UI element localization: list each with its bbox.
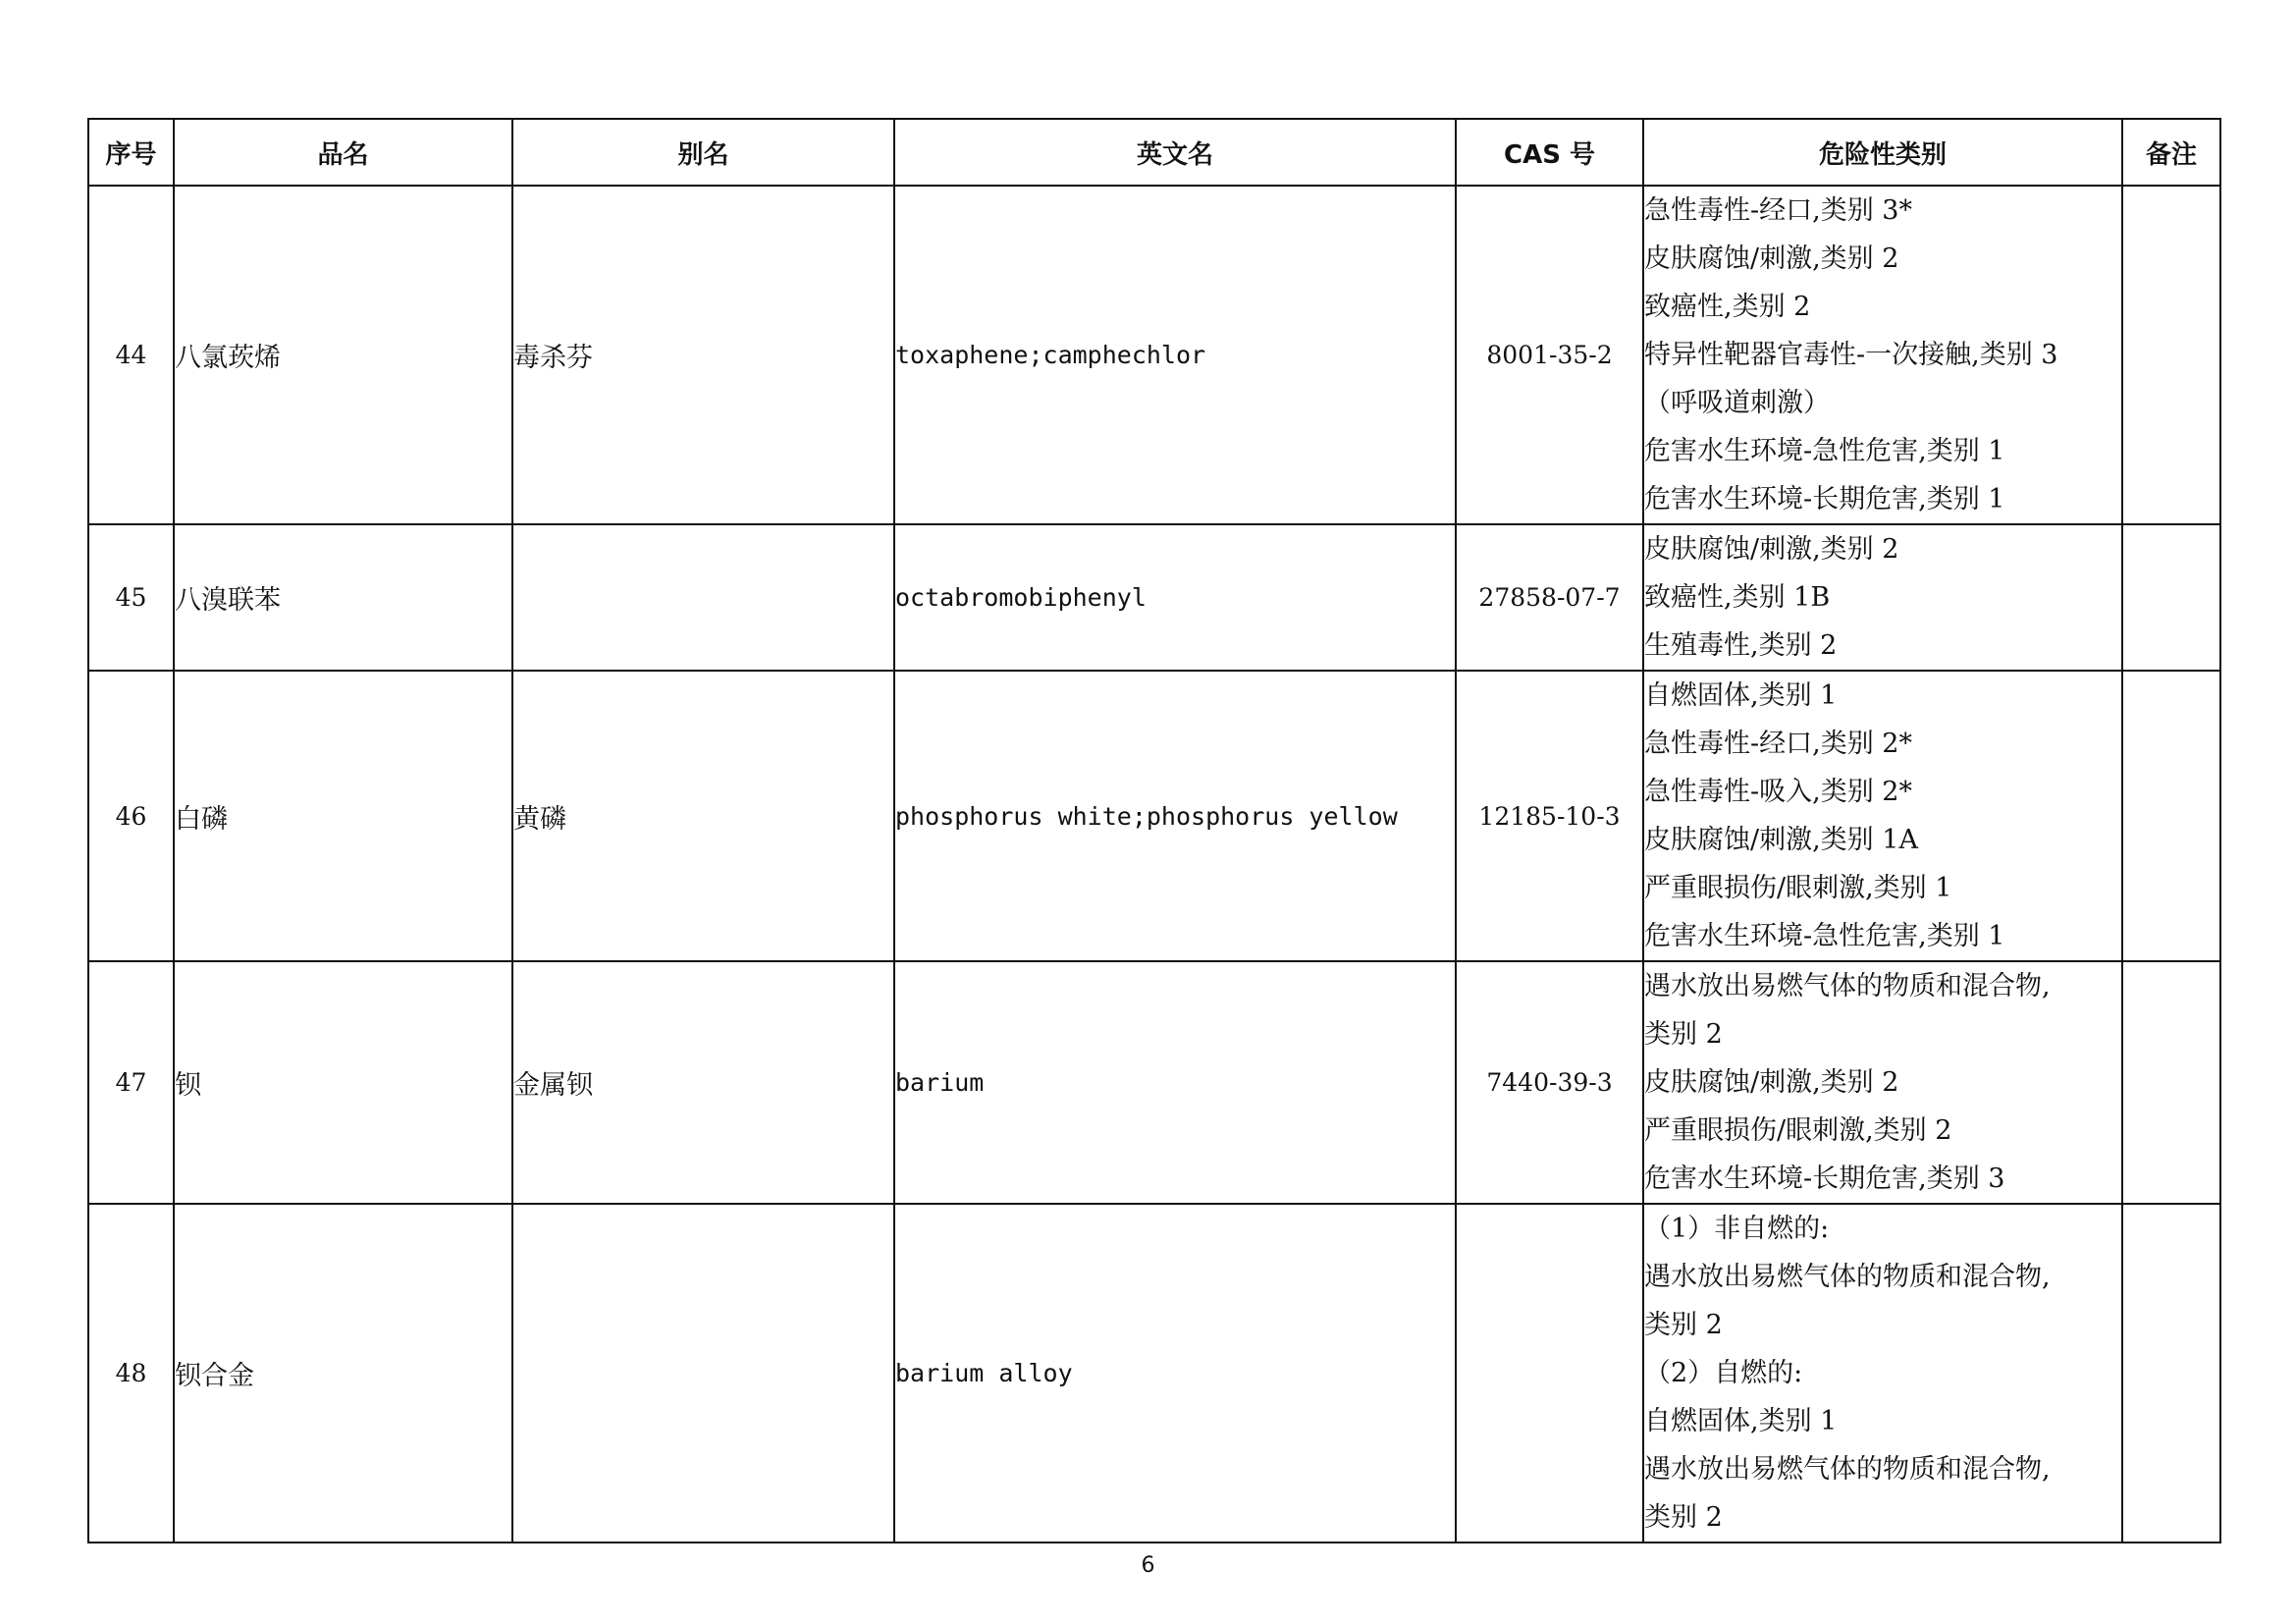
table-row — [88, 186, 2220, 524]
row-cas: 7440-39-3 — [1456, 961, 1643, 1204]
row-cas: 12185-10-3 — [1456, 671, 1643, 961]
header-cas: CAS 号 — [1456, 119, 1643, 186]
row-remark — [2122, 671, 2220, 961]
header-english-name: 英文名 — [894, 119, 1456, 186]
header-alias: 别名 — [512, 119, 894, 186]
hazard-line: 危害水生环境-长期危害,类别 1 — [1644, 484, 2005, 514]
hazard-line: 危害水生环境-急性危害,类别 1 — [1644, 436, 2005, 466]
hazard-line: 皮肤腐蚀/刺激,类别 2 — [1644, 534, 1899, 565]
hazard-line: 遇水放出易燃气体的物质和混合物, — [1644, 1262, 2051, 1292]
hazard-line: 生殖毒性,类别 2 — [1644, 630, 1838, 661]
row-remark — [2122, 961, 2220, 1204]
row-remark — [2122, 524, 2220, 671]
table-row — [88, 524, 2220, 671]
hazard-line: （呼吸道刺激） — [1644, 388, 1830, 418]
row-remark — [2122, 1204, 2220, 1543]
hazard-line: 皮肤腐蚀/刺激,类别 1A — [1644, 825, 1918, 855]
row-name: 八氯莰烯 — [174, 186, 512, 524]
row-english-name: toxaphene;camphechlor — [894, 186, 1456, 524]
hazard-line: 危害水生环境-急性危害,类别 1 — [1644, 921, 2005, 951]
hazard-line: 皮肤腐蚀/刺激,类别 2 — [1644, 244, 1899, 274]
table-row — [88, 961, 2220, 1204]
row-hazard-class — [1643, 1204, 2122, 1543]
row-seq: 47 — [88, 961, 174, 1204]
row-alias — [512, 1204, 894, 1543]
row-seq: 45 — [88, 524, 174, 671]
hazard-line: 自燃固体,类别 1 — [1644, 1406, 1838, 1436]
table-row — [88, 671, 2220, 961]
hazard-line: 致癌性,类别 1B — [1644, 582, 1831, 613]
hazard-line: 急性毒性-经口,类别 3* — [1644, 195, 1912, 226]
hazard-line: 急性毒性-吸入,类别 2* — [1644, 777, 1912, 807]
row-alias — [512, 524, 894, 671]
header-seq: 序号 — [88, 119, 174, 186]
hazard-line: 类别 2 — [1644, 1502, 1723, 1533]
row-name: 白磷 — [174, 671, 512, 961]
row-hazard-class — [1643, 524, 2122, 671]
row-alias: 毒杀芬 — [512, 186, 894, 524]
hazard-line: 致癌性,类别 2 — [1644, 292, 1811, 322]
row-alias: 金属钡 — [512, 961, 894, 1204]
hazardous-chemicals-table — [87, 118, 2221, 1543]
hazard-line: 严重眼损伤/眼刺激,类别 1 — [1644, 873, 1952, 903]
table-row — [88, 1204, 2220, 1543]
row-cas: 8001-35-2 — [1456, 186, 1643, 524]
row-hazard-class — [1643, 671, 2122, 961]
hazard-line: 遇水放出易燃气体的物质和混合物, — [1644, 971, 2051, 1001]
row-name: 钡 — [174, 961, 512, 1204]
row-english-name: barium — [894, 961, 1456, 1204]
hazard-line: 危害水生环境-长期危害,类别 3 — [1644, 1164, 2005, 1194]
row-seq: 46 — [88, 671, 174, 961]
header-remark: 备注 — [2122, 119, 2220, 186]
header-name: 品名 — [174, 119, 512, 186]
row-hazard-class — [1643, 961, 2122, 1204]
hazard-line: （1）非自燃的: — [1644, 1214, 1830, 1244]
hazard-line: 自燃固体,类别 1 — [1644, 680, 1838, 711]
row-english-name: phosphorus white;phosphorus yellow — [894, 671, 1456, 961]
row-hazard-class — [1643, 186, 2122, 524]
hazard-line: 遇水放出易燃气体的物质和混合物, — [1644, 1454, 2051, 1485]
hazard-line: 特异性靶器官毒性-一次接触,类别 3 — [1644, 340, 2058, 370]
row-remark — [2122, 186, 2220, 524]
hazard-line: 类别 2 — [1644, 1019, 1723, 1050]
header-row — [88, 119, 2220, 186]
row-name: 钡合金 — [174, 1204, 512, 1543]
row-seq: 44 — [88, 186, 174, 524]
hazard-line: 严重眼损伤/眼刺激,类别 2 — [1644, 1115, 1952, 1146]
header-hazard-class: 危险性类别 — [1643, 119, 2122, 186]
row-seq: 48 — [88, 1204, 174, 1543]
hazard-line: 皮肤腐蚀/刺激,类别 2 — [1644, 1067, 1899, 1098]
hazard-line: 类别 2 — [1644, 1310, 1723, 1340]
page-number: 6 — [1141, 1553, 1155, 1578]
row-cas: 27858-07-7 — [1456, 524, 1643, 671]
row-english-name: barium alloy — [894, 1204, 1456, 1543]
row-cas — [1456, 1204, 1643, 1543]
row-alias: 黄磷 — [512, 671, 894, 961]
hazard-line: 急性毒性-经口,类别 2* — [1644, 729, 1912, 759]
row-name: 八溴联苯 — [174, 524, 512, 671]
hazard-line: （2）自燃的: — [1644, 1358, 1803, 1388]
row-english-name: octabromobiphenyl — [894, 524, 1456, 671]
